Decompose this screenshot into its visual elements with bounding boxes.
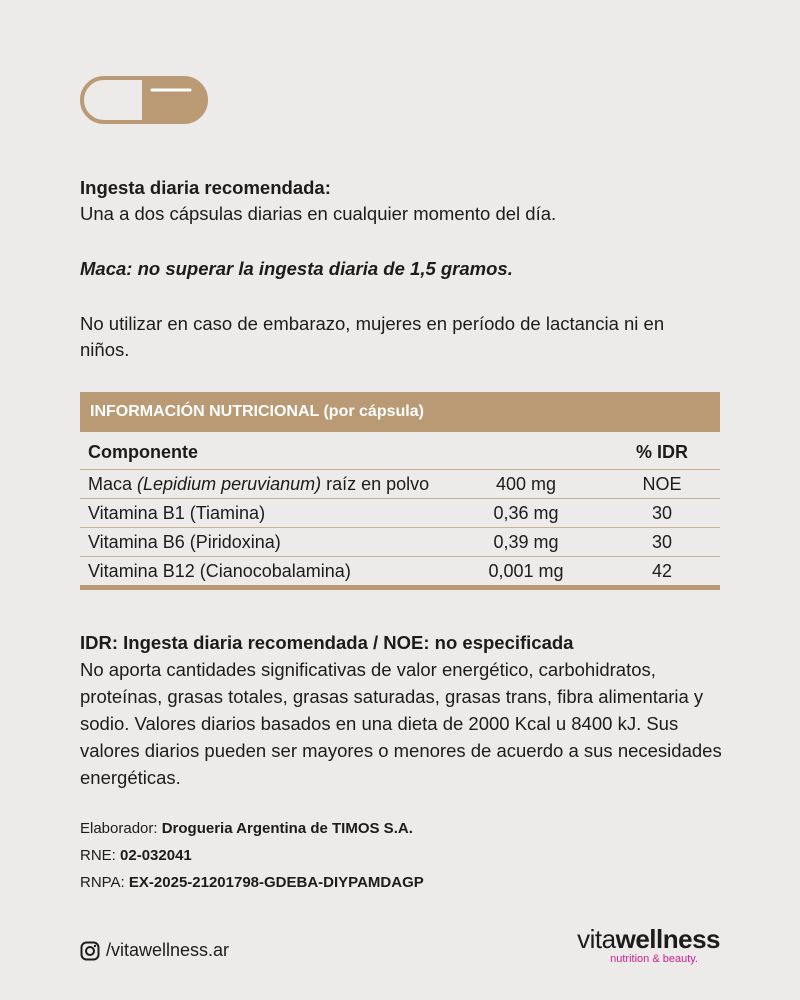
manufacturer-info [80, 815, 730, 896]
rne-line [80, 842, 730, 869]
row-amount: 400 mg [448, 470, 604, 499]
brand-tagline: nutrition & beauty. [610, 953, 698, 965]
table-row [80, 470, 720, 499]
nutrition-title-suffix: (por cápsula) [319, 403, 424, 420]
row-amount: 0,39 mg [448, 528, 604, 557]
component-text: Vitamina B1 (Tiamina) [88, 502, 266, 523]
pregnancy-warning: No utilizar en caso de embarazo, mujeres en período de lactancia ni en niños. [80, 313, 665, 360]
table-bottom-bar [80, 585, 720, 590]
notes-text: No aporta cantidades significativas de valor energético, carbohidratos, proteínas, grasas totales, grasas saturadas, grasas trans, fibra alimentaria y sodio. Valores diarios basados en una dieta de 2000 Kcal u 8400 kJ. Sus valores diarios pueden ser mayores o menores de acuerdo a sus necesidades energéticas. [80, 659, 722, 788]
component-text: Maca [88, 473, 138, 494]
table-row [80, 528, 720, 557]
row-idr: NOE [604, 470, 720, 499]
row-component [80, 557, 448, 586]
rnpa-line [80, 869, 730, 896]
table-row [80, 499, 720, 528]
col-idr: % IDR [604, 432, 720, 470]
rne-label: RNE: [80, 847, 121, 864]
component-text-post: raíz en polvo [321, 473, 430, 494]
instagram-handle: /vitawellness.ar [106, 940, 230, 960]
dosage-heading: Ingesta diaria recomendada: [80, 177, 331, 198]
nutrition-title-main: INFORMACIÓN NUTRICIONAL [90, 403, 320, 420]
elaborador-line [80, 815, 730, 842]
brand-light: vita [577, 924, 616, 954]
row-amount: 0,36 mg [448, 499, 604, 528]
notes-section [80, 629, 725, 791]
capsule-icon [80, 76, 208, 124]
elaborador-label: Elaborador: [80, 820, 162, 837]
elaborador-value: Drogueria Argentina de TIMOS S.A. [161, 820, 413, 837]
component-italic: (Lepidium peruvianum) [137, 473, 322, 494]
instagram-icon [80, 941, 100, 961]
row-amount: 0,001 mg [488, 560, 564, 581]
row-idr: 42 [651, 560, 673, 581]
nutrition-table [80, 392, 720, 590]
instagram-link[interactable] [80, 940, 229, 961]
rne-value: 02-032041 [120, 847, 192, 864]
rnpa-value: EX-2025-21201798-GDEBA-DIYPAMDAGP [128, 874, 424, 891]
brand-wordmark [577, 926, 720, 952]
dosage-section [80, 175, 720, 227]
row-idr: 30 [604, 499, 720, 528]
col-amount [448, 432, 604, 470]
table-header-row [80, 432, 720, 470]
row-component [80, 499, 448, 528]
brand-bold: wellness [615, 924, 720, 954]
row-component [80, 470, 448, 499]
maca-warning: Maca: no superar la ingesta diaria de 1,5 gramos. [80, 258, 513, 279]
row-component [80, 528, 448, 557]
component-text: Vitamina B6 (Piridoxina) [88, 531, 281, 552]
col-component: Componente [80, 432, 448, 470]
component-text: Vitamina B12 (Cianocobalamina) [88, 560, 351, 581]
nutrition-table-title [80, 392, 720, 432]
dosage-text: Una a dos cápsulas diarias en cualquier momento del día. [80, 203, 557, 224]
brand-logo [577, 926, 720, 965]
nutrition-grid [80, 432, 720, 585]
notes-heading: IDR: Ingesta diaria recomendada / NOE: no especificada [80, 632, 574, 653]
row-idr: 30 [604, 528, 720, 557]
rnpa-label: RNPA: [80, 874, 129, 891]
table-row [80, 557, 720, 586]
